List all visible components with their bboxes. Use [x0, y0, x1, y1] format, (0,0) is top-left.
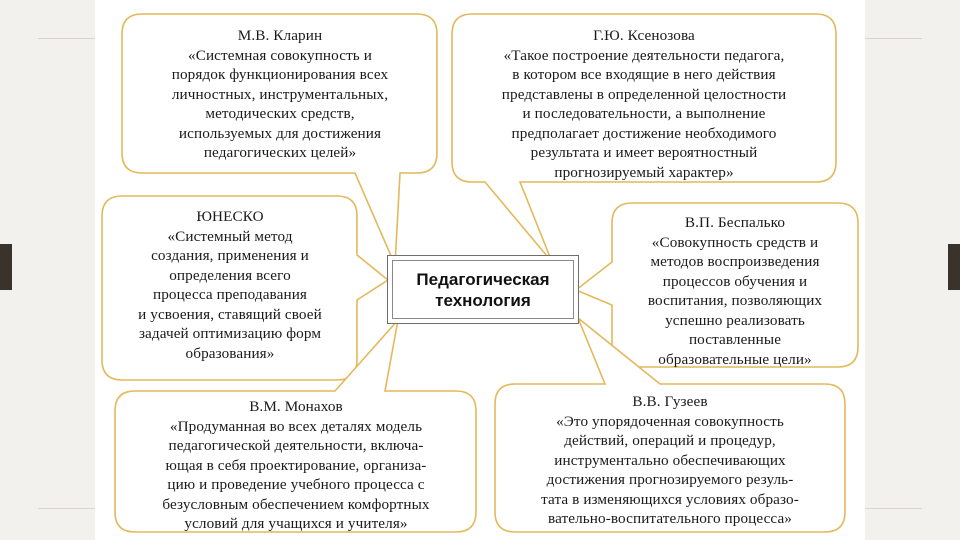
author-name: В.М. Монахов	[249, 398, 343, 415]
definition-klarin	[126, 26, 434, 163]
definition-guzeev	[499, 392, 841, 529]
definition-quote: «Совокупность средств и методов воспроизведения процессов обучения и воспитания, позволяющих успешно реализовать поставленные образовательные цели»	[647, 233, 823, 368]
definition-quote: «Системный метод создания, применения и определения всего процесса преподавания и усвоения, ставящий своей задачей оптимизацию форм образования»	[138, 227, 322, 362]
author-name: М.В. Кларин	[237, 27, 323, 44]
definition-monakhov	[119, 397, 473, 534]
definition-bespalko	[616, 213, 854, 369]
central-concept-box	[387, 255, 579, 324]
author-name: В.В. Гузеев	[632, 393, 708, 410]
definition-quote: «Это упорядоченная совокупность действий, операций и процедур, инструментально обеспечивающих достижения прогнозируемого резуль- тата в изменяющихся условиях образо- вательно-воспитательного процесса»	[541, 412, 799, 527]
author-name: В.П. Беспалько	[684, 214, 786, 231]
author-name: ЮНЕСКО	[196, 208, 264, 225]
definition-quote: «Такое построение деятельности педагога, в котором все входящие в него действия представлены в определенной целостности и последовательности, а выполнение предполагает достижение необходимого результата и имеет вероятностный прогнозируемый характер»	[501, 46, 787, 181]
central-concept-label: Педагогическая технология	[416, 269, 550, 310]
definition-unesco	[106, 207, 354, 363]
definition-ksenozova	[456, 26, 832, 182]
author-name: Г.Ю. Ксенозова	[593, 27, 695, 44]
definition-quote: «Продуманная во всех деталях модель педагогической деятельности, включа- ющая в себя проектирование, организа- цию и проведение учебного процесса с безусловным обеспечением комфортных условий для учащихся и учителя»	[162, 417, 430, 532]
definition-quote: «Системная совокупность и порядок функционирования всех личностных, инструментальных, методических средств, используемых для достижения педагогических целей»	[171, 46, 389, 161]
